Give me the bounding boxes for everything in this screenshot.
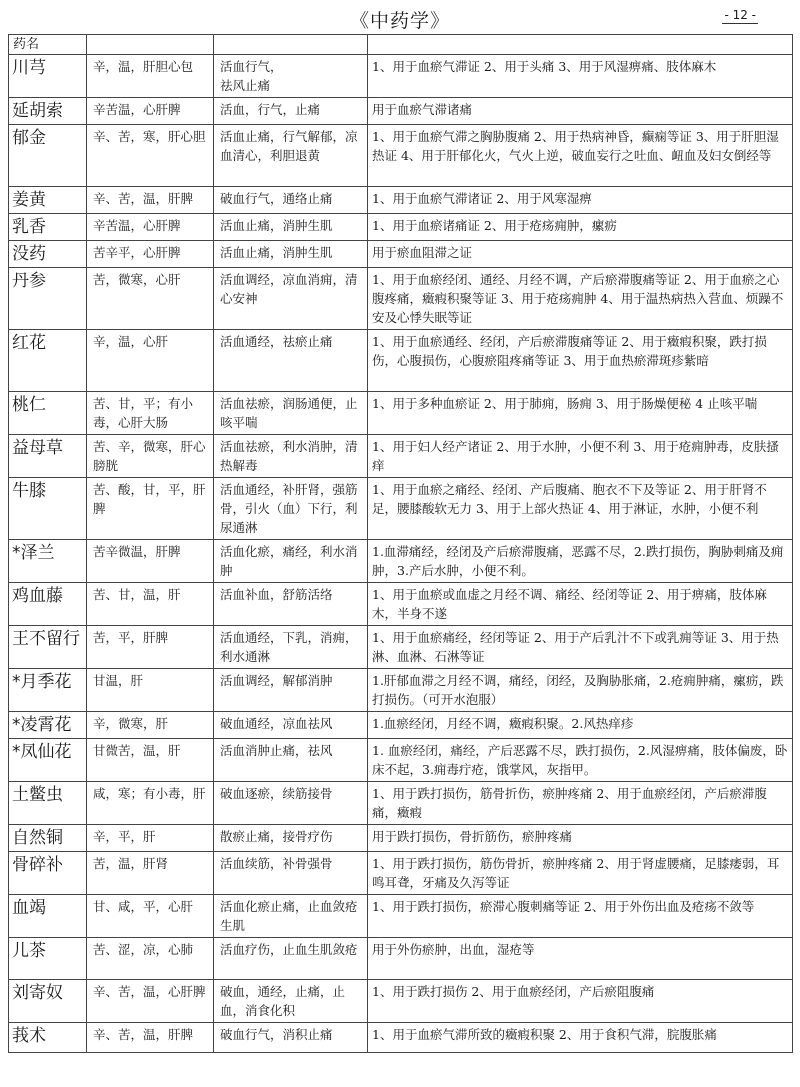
herb-effect-cell: 活血行气， 祛风止痛 <box>214 55 368 98</box>
herb-name-cell: 延胡索 <box>9 98 87 125</box>
table-row <box>9 330 793 392</box>
herb-usage-cell: 1.肝郁血滞之月经不调，痛经，闭经，及胸胁胀痛，2.疮痈肿痛，瘰疬，跌打损伤。（可开水泡服） <box>368 669 793 712</box>
herb-usage-cell: 1、用于血瘀气滞诸证 2、用于风寒湿痹 <box>368 187 793 214</box>
herb-usage-cell: 1.血瘀经闭，月经不调，癥瘕积聚。2.风热痒疹 <box>368 712 793 739</box>
table-row <box>9 825 793 852</box>
herb-nature-cell: 苦，微寒，心肝 <box>87 268 214 330</box>
herb-name-cell: 刘寄奴 <box>9 980 87 1023</box>
herb-effect-cell: 活血疗伤，止血生肌敛疮 <box>214 938 368 980</box>
herb-effect-cell: 活血止痛，消肿生肌 <box>214 214 368 241</box>
herb-usage-cell: 1、用于血瘀气滞证 2、用于头痛 3、用于风湿痹痛、肢体麻木 <box>368 55 793 98</box>
herb-nature-cell: 甘微苦，温，肝 <box>87 739 214 782</box>
herb-effect-cell: 活血通经，下乳，消痈，利水通淋 <box>214 626 368 669</box>
table-row <box>9 938 793 980</box>
table-row <box>9 583 793 626</box>
table-row <box>9 669 793 712</box>
table-row <box>9 98 793 125</box>
herb-usage-cell: 用于跌打损伤，骨折筋伤，瘀肿疼痛 <box>368 825 793 852</box>
page-title: 《中药学》 <box>349 10 450 32</box>
herb-name-cell: 乳香 <box>9 214 87 241</box>
herb-name-cell: 土鳖虫 <box>9 782 87 825</box>
herb-name-cell: 牛膝 <box>9 478 87 540</box>
table-row <box>9 478 793 540</box>
herb-usage-cell: 1、用于妇人经产诸证 2、用于水肿，小便不利 3、用于疮痈肿毒，皮肤搔痒 <box>368 435 793 478</box>
herb-effect-cell: 破血通经，凉血祛风 <box>214 712 368 739</box>
herb-name-cell: 川芎 <box>9 55 87 98</box>
herb-nature-cell: 苦、甘，温，肝 <box>87 583 214 626</box>
herb-nature-cell: 咸，寒；有小毒，肝 <box>87 782 214 825</box>
table-row <box>9 895 793 938</box>
herb-effect-cell: 活血止痛，行气解郁，凉血清心，利胆退黄 <box>214 125 368 187</box>
herb-nature-cell: 辛、苦，寒，肝心胆 <box>87 125 214 187</box>
herb-nature-cell: 辛、苦，温，心肝脾 <box>87 980 214 1023</box>
table-header-row <box>9 35 793 55</box>
herb-effect-cell: 活血，行气，止痛 <box>214 98 368 125</box>
herb-effect-cell: 活血祛瘀，利水消肿，清热解毒 <box>214 435 368 478</box>
herb-name-cell: 姜黄 <box>9 187 87 214</box>
herb-effect-cell: 破血，通经，止痛，止血，消食化积 <box>214 980 368 1023</box>
table-row <box>9 268 793 330</box>
herb-usage-cell: 1、用于跌打损伤，筋骨折伤，瘀肿疼痛 2、用于血瘀经闭，产后瘀滞腹痛，癥瘕 <box>368 782 793 825</box>
table-row <box>9 55 793 98</box>
herb-nature-cell: 辛，平，肝 <box>87 825 214 852</box>
herb-nature-cell: 苦辛微温，肝脾 <box>87 540 214 583</box>
herb-nature-cell: 甘温，肝 <box>87 669 214 712</box>
herb-usage-cell: 1、用于跌打损伤 2、用于血瘀经闭，产后瘀阻腹痛 <box>368 980 793 1023</box>
table-row <box>9 540 793 583</box>
herb-name-cell: 骨碎补 <box>9 852 87 895</box>
herb-name-cell: *泽兰 <box>9 540 87 583</box>
herb-usage-cell: 1、用于血瘀痛经，经闭等证 2、用于产后乳汁不下或乳痈等证 3、用于热淋、血淋、石淋等证 <box>368 626 793 669</box>
herb-effect-cell: 活血补血，舒筋活络 <box>214 583 368 626</box>
herb-name-cell: *凤仙花 <box>9 739 87 782</box>
herb-name-cell: 血竭 <box>9 895 87 938</box>
herb-nature-cell: 辛、苦，温，肝脾 <box>87 187 214 214</box>
herb-usage-cell: 1. 血瘀经闭，痛经，产后恶露不尽，跌打损伤，2.风湿痹痛，肢体偏废，卧床不起，3.痈毒疔疮，饿掌风，灰指甲。 <box>368 739 793 782</box>
herb-effect-cell: 破血逐瘀，续筋接骨 <box>214 782 368 825</box>
herb-nature-cell: 辛，温，心肝 <box>87 330 214 392</box>
table-row <box>9 739 793 782</box>
herb-nature-cell: 苦、涩，凉，心肺 <box>87 938 214 980</box>
herb-usage-cell: 1、用于血瘀经闭、通经、月经不调，产后瘀滞腹痛等证 2、用于血瘀之心腹疼痛，癥瘕积聚等证 3、用于疮疡痈肿 4、用于温热病热入营血、烦躁不安及心悸失眠等证 <box>368 268 793 330</box>
herb-effect-cell: 破血行气，消积止痛 <box>214 1023 368 1053</box>
herb-effect-cell: 活血通经，补肝肾，强筋骨，引火（血）下行，利尿通淋 <box>214 478 368 540</box>
herb-name-cell: 王不留行 <box>9 626 87 669</box>
herb-name-cell: 益母草 <box>9 435 87 478</box>
herb-nature-cell: 辛，温，肝胆心包 <box>87 55 214 98</box>
table-row <box>9 852 793 895</box>
herb-usage-cell: 1、用于血瘀通经、经闭，产后瘀滞腹痛等证 2、用于癥瘕积聚，跌打损伤，心腹损伤，心腹瘀阻疼痛等证 3、用于血热瘀滞斑疹紫暗 <box>368 330 793 392</box>
herb-nature-cell: 苦、酸，甘，平，肝脾 <box>87 478 214 540</box>
table-row <box>9 435 793 478</box>
herb-name-cell: *凌霄花 <box>9 712 87 739</box>
herb-nature-cell: 甘、咸，平，心肝 <box>87 895 214 938</box>
herb-usage-cell: 用于瘀血阻滞之证 <box>368 241 793 268</box>
herb-effect-cell: 破血行气，通络止痛 <box>214 187 368 214</box>
herb-usage-cell: 1、用于血瘀气滞所致的癥瘕积聚 2、用于食积气滞，脘腹胀痛 <box>368 1023 793 1053</box>
herb-effect-cell: 散瘀止痛，接骨疗伤 <box>214 825 368 852</box>
header-cell-name: 药名 <box>9 35 87 55</box>
herb-effect-cell: 活血化瘀，痛经，利水消肿 <box>214 540 368 583</box>
herb-usage-cell: 1、用于血瘀诸痛证 2、用于疮疡痈肿，瘰疬 <box>368 214 793 241</box>
herb-effect-cell: 活血化瘀止痛，止血敛疮生肌 <box>214 895 368 938</box>
herb-name-cell: 莪术 <box>9 1023 87 1053</box>
table-row <box>9 392 793 435</box>
herb-nature-cell: 苦辛平，心肝脾 <box>87 241 214 268</box>
herb-table <box>8 34 793 1053</box>
herb-name-cell: 儿茶 <box>9 938 87 980</box>
table-row <box>9 214 793 241</box>
herb-effect-cell: 活血续筋，补骨强骨 <box>214 852 368 895</box>
herb-nature-cell: 辛、苦，温，肝脾 <box>87 1023 214 1053</box>
table-row <box>9 782 793 825</box>
herb-effect-cell: 活血调经，解郁消肿 <box>214 669 368 712</box>
table-row <box>9 1023 793 1053</box>
herb-usage-cell: 用于外伤瘀肿，出血，湿疮等 <box>368 938 793 980</box>
table-row <box>9 187 793 214</box>
herb-nature-cell: 苦、甘，平；有小毒，心肝大肠 <box>87 392 214 435</box>
herb-name-cell: 桃仁 <box>9 392 87 435</box>
herb-effect-cell: 活血止痛，消肿生肌 <box>214 241 368 268</box>
herb-usage-cell: 1、用于跌打损伤，筋伤骨折，瘀肿疼痛 2、用于肾虚腰痛，足膝痿弱，耳鸣耳聋，牙痛及久泻等证 <box>368 852 793 895</box>
herb-name-cell: 自然铜 <box>9 825 87 852</box>
herb-nature-cell: 苦，平，肝脾 <box>87 626 214 669</box>
herb-name-cell: 没药 <box>9 241 87 268</box>
herb-usage-cell: 1、用于跌打损伤，瘀滞心腹刺痛等证 2、用于外伤出血及疮疡不敛等 <box>368 895 793 938</box>
herb-usage-cell: 1.血滞痛经，经闭及产后瘀滞腹痛，恶露不尽，2.跌打损伤，胸胁刺痛及痈肿，3.产后水肿，小便不利。 <box>368 540 793 583</box>
herb-effect-cell: 活血调经，凉血消痈，清心安神 <box>214 268 368 330</box>
herb-usage-cell: 用于血瘀气滞诸痛 <box>368 98 793 125</box>
table-row <box>9 125 793 187</box>
page-number: - 12 - <box>724 8 756 22</box>
herb-nature-cell: 辛苦温，心肝脾 <box>87 98 214 125</box>
herb-effect-cell: 活血通经，祛瘀止痛 <box>214 330 368 392</box>
herb-usage-cell: 1、用于血瘀气滞之胸胁腹痛 2、用于热病神昏，癫痫等证 3、用于肝胆湿热证 4、用于肝郁化火，气火上逆，破血妄行之吐血、衄血及妇女倒经等 <box>368 125 793 187</box>
herb-nature-cell: 苦、辛，微寒，肝心膀胱 <box>87 435 214 478</box>
herb-nature-cell: 辛苦温，心肝脾 <box>87 214 214 241</box>
herb-name-cell: 丹参 <box>9 268 87 330</box>
table-row <box>9 241 793 268</box>
table-row <box>9 626 793 669</box>
header-cell-usage <box>368 35 793 55</box>
herb-name-cell: 红花 <box>9 330 87 392</box>
header-cell-nature <box>87 35 214 55</box>
herb-usage-cell: 1、用于血瘀之痛经、经闭、产后腹痛、胞衣不下及等证 2、用于肝肾不足，腰膝酸软无力 3、用于上部火热证 4、用于淋证，水肿，小便不利 <box>368 478 793 540</box>
herb-nature-cell: 辛，微寒，肝 <box>87 712 214 739</box>
table-row <box>9 712 793 739</box>
table-row <box>9 980 793 1023</box>
herb-name-cell: 郁金 <box>9 125 87 187</box>
herb-name-cell: 鸡血藤 <box>9 583 87 626</box>
herb-effect-cell: 活血消肿止痛，祛风 <box>214 739 368 782</box>
header-cell-effect <box>214 35 368 55</box>
herb-usage-cell: 1、用于多种血瘀证 2、用于肺痈，肠痈 3、用于肠燥便秘 4 止咳平喘 <box>368 392 793 435</box>
herb-effect-cell: 活血祛瘀，润肠通便，止咳平喘 <box>214 392 368 435</box>
herb-usage-cell: 1、用于血瘀或血虚之月经不调、痛经、经闭等证 2、用于痹痛，肢体麻木，半身不遂 <box>368 583 793 626</box>
herb-name-cell: *月季花 <box>9 669 87 712</box>
herb-nature-cell: 苦，温，肝肾 <box>87 852 214 895</box>
